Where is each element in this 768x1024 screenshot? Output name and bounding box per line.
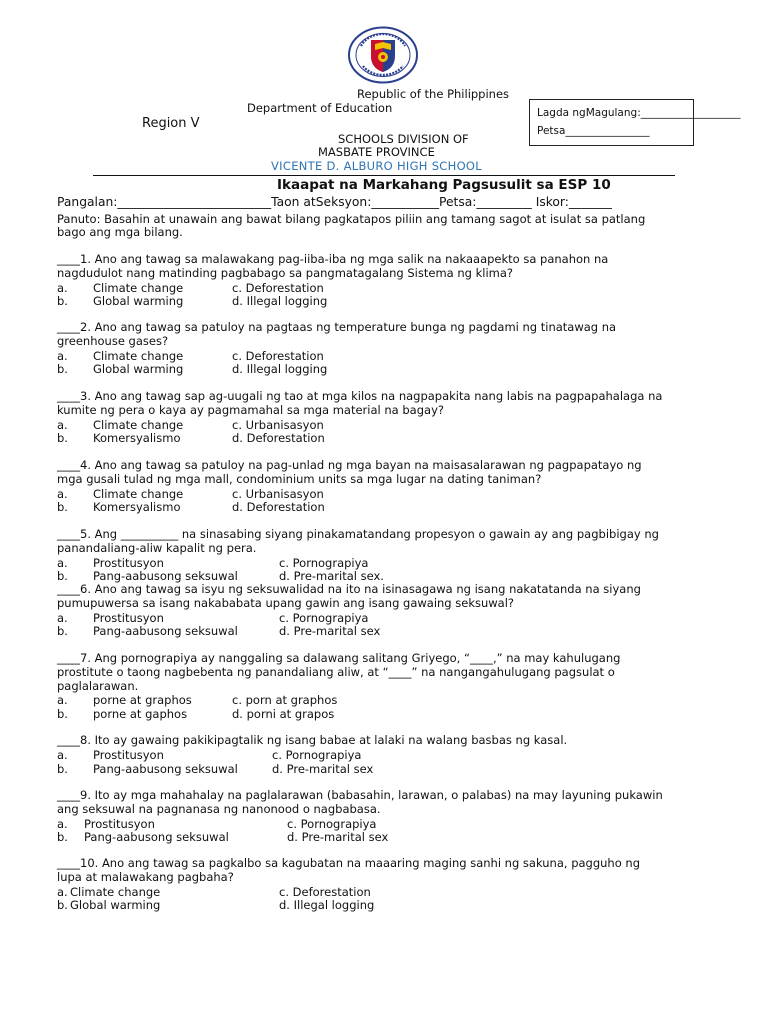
question-7-choice-text: porne at graphos (93, 693, 192, 708)
question-8-choice-right: d. Pre-marital sex (272, 761, 374, 776)
question-3-choice-right: d. Deforestation (232, 431, 325, 446)
question-6-choice-letter: b. (57, 624, 68, 639)
question-5-line-2: panandaliang-aliw kapalit ng pera. (57, 540, 257, 555)
question-9-choice-letter: b. (57, 830, 68, 845)
signature-date-label: Petsa________________ (537, 125, 650, 137)
question-8-line-1: ____8. Ito ay gawaing pakikipagtalik ng isang babae at lalaki na walang basbas ng kasal. (57, 733, 568, 747)
question-6-choice-text: Pang-aabusong seksuwal (93, 624, 238, 639)
question-1-choice-letter: b. (57, 294, 68, 309)
question-4-choice-text: Komersyalismo (93, 500, 181, 515)
question-7-line-2: prostitute o taong nagbebenta ng panandaliang aliw, at “____” na nangangahulugang pagsulat o (57, 664, 615, 679)
question-7-choice-right: c. porn at graphos (232, 693, 338, 708)
question-2-choice-letter: a. (57, 348, 68, 363)
question-3-choice-right: c. Urbanisasyon (232, 417, 324, 432)
exam-title: Ikaapat na Markahang Pagsusulit sa ESP 10 (277, 177, 611, 193)
question-4-choice-right: d. Deforestation (232, 500, 325, 515)
question-2-choice-text: Climate change (93, 348, 184, 363)
question-10-line-1: ____10. Ano ang tawag sa pagkalbo sa kagubatan na maaaring maging sanhi ng sakuna, pagguho ng (57, 856, 640, 870)
header-republic: Republic of the Philippines (357, 87, 510, 101)
question-6-line-2: pumupuwersa sa isang nakababata upang gawin ang isang gawaing seksuwal? (57, 595, 515, 610)
question-1-line-1: ____1. Ano ang tawag sa malawakang pag-iiba-iba ng mga salik na nakaaapekto sa panahon na (57, 252, 609, 266)
question-5-choice-right: d. Pre-marital sex. (279, 569, 384, 584)
question-6-choice-letter: a. (57, 610, 68, 625)
question-10-choice-letter: a. (57, 884, 68, 899)
question-9-line-1: ____9. Ito ay mga mahahalay na paglalarawan (babasahin, larawan, o palabas) na may layuning pukawin (57, 788, 663, 802)
question-1-choice-letter: a. (57, 280, 68, 295)
question-3-choice-text: Komersyalismo (93, 431, 181, 446)
question-1-line-2: nagdudulot nang matinding pagbabago sa pangmatagalang Sistema ng klima? (57, 265, 513, 280)
question-3-line-1: ____3. Ano ang tawag sap ag-uugali ng tao at mga kilos na nagpapakita nang labis na pagpapahalaga na (57, 389, 663, 403)
question-3-choice-letter: b. (57, 431, 68, 446)
header-division: SCHOOLS DIVISION OF (338, 132, 469, 146)
question-5-choice-text: Prostitusyon (93, 555, 164, 570)
header-divider (93, 175, 675, 176)
question-6-choice-right: c. Pornograpiya (279, 610, 369, 625)
question-9-line-2: ang seksuwal na pagnanasa ng nanonood o nagbabasa. (57, 801, 381, 816)
question-8-choice-right: c. Pornograpiya (272, 747, 362, 762)
instructions-line-2: bago ang mga bilang. (57, 225, 183, 239)
question-8-choice-text: Prostitusyon (93, 747, 164, 762)
question-4-choice-letter: a. (57, 486, 68, 501)
student-info-line: Pangalan:_________________________Taon atSeksyon:___________Petsa:_________ Iskor:_______ (57, 195, 612, 209)
question-8-choice-letter: a. (57, 747, 68, 762)
question-10-choice-right: c. Deforestation (279, 884, 371, 899)
header-province: MASBATE PROVINCE (318, 145, 435, 159)
question-4-choice-letter: b. (57, 500, 68, 515)
question-10-line-2: lupa at malawakang pagbaha? (57, 869, 234, 884)
question-1-choice-right: c. Deforestation (232, 280, 324, 295)
question-6-line-1: ____6. Ano ang tawag sa isyu ng seksuwalidad na ito na isinasagawa ng isang nakatatanda na siyang (57, 582, 641, 596)
question-7-line-3: paglalarawan. (57, 678, 139, 693)
question-6-choice-text: Prostitusyon (93, 610, 164, 625)
parent-signature-box (529, 99, 741, 146)
question-5-choice-text: Pang-aabusong seksuwal (93, 569, 238, 584)
header-region: Region V (142, 116, 200, 131)
question-5-choice-letter: a. (57, 555, 68, 570)
question-4-choice-right: c. Urbanisasyon (232, 486, 324, 501)
deped-seal-icon (347, 26, 419, 84)
question-4-line-2: mga gusali tulad ng mga mall, condominium units sa mga lugar na dating taniman? (57, 471, 542, 486)
header-department: Department of Education (247, 101, 393, 115)
question-9-choice-text: Pang-aabusong seksuwal (84, 830, 229, 845)
question-2-choice-text: Global warming (93, 362, 184, 377)
question-2-line-1: ____2. Ano ang tawag sa patuloy na pagtaas ng temperature bunga ng pagdami ng tinatawag na (57, 320, 617, 334)
question-1-choice-text: Climate change (93, 280, 184, 295)
question-10-choice-letter: b. (57, 898, 68, 913)
question-7-line-1: ____7. Ang pornograpiya ay nanggaling sa dalawang salitang Griyego, “____,” na may kahulugang (57, 651, 621, 665)
header-school: VICENTE D. ALBURO HIGH SCHOOL (271, 159, 482, 173)
question-7-choice-text: porne at gaphos (93, 707, 188, 722)
question-2-choice-letter: b. (57, 362, 68, 377)
question-7-choice-right: d. porni at grapos (232, 707, 335, 722)
question-3-choice-text: Climate change (93, 417, 184, 432)
question-6-choice-right: d. Pre-marital sex (279, 624, 381, 639)
question-4-line-1: ____4. Ano ang tawag sa patuloy na pag-unlad ng mga bayan na maisasalarawan ng pagpapatayo ng (57, 458, 642, 472)
question-9-choice-right: c. Pornograpiya (287, 816, 377, 831)
instructions-line-1: Panuto: Basahin at unawain ang bawat bilang pagkatapos piliin ang tamang sagot at isulat sa patlang (57, 212, 646, 226)
question-9-choice-letter: a. (57, 816, 68, 831)
question-7-choice-letter: b. (57, 707, 68, 722)
question-10-choice-right: d. Illegal logging (279, 898, 375, 913)
question-9-choice-right: d. Pre-marital sex (287, 830, 389, 845)
question-7-choice-letter: a. (57, 693, 68, 708)
question-8-choice-text: Pang-aabusong seksuwal (93, 761, 238, 776)
question-10-choice-text: Global warming (70, 898, 161, 913)
parent-signature-label: Lagda ngMagulang:___________________ (537, 107, 741, 119)
question-1-choice-right: d. Illegal logging (232, 294, 328, 309)
question-5-choice-right: c. Pornograpiya (279, 555, 369, 570)
question-9-choice-text: Prostitusyon (84, 816, 155, 831)
question-8-choice-letter: b. (57, 761, 68, 776)
question-2-line-2: greenhouse gases? (57, 333, 169, 348)
question-2-choice-right: c. Deforestation (232, 348, 324, 363)
question-5-choice-letter: b. (57, 569, 68, 584)
question-2-choice-right: d. Illegal logging (232, 362, 328, 377)
question-3-choice-letter: a. (57, 417, 68, 432)
question-1-choice-text: Global warming (93, 294, 184, 309)
question-4-choice-text: Climate change (93, 486, 184, 501)
question-3-line-2: kumite ng pera o kaya ay pagmamahal sa mga material na bagay? (57, 402, 444, 417)
question-10-choice-text: Climate change (70, 884, 161, 899)
question-5-line-1: ____5. Ang __________ na sinasabing siyang pinakamatandang propesyon o gawain ay ang pagbibigay ng (57, 527, 659, 541)
